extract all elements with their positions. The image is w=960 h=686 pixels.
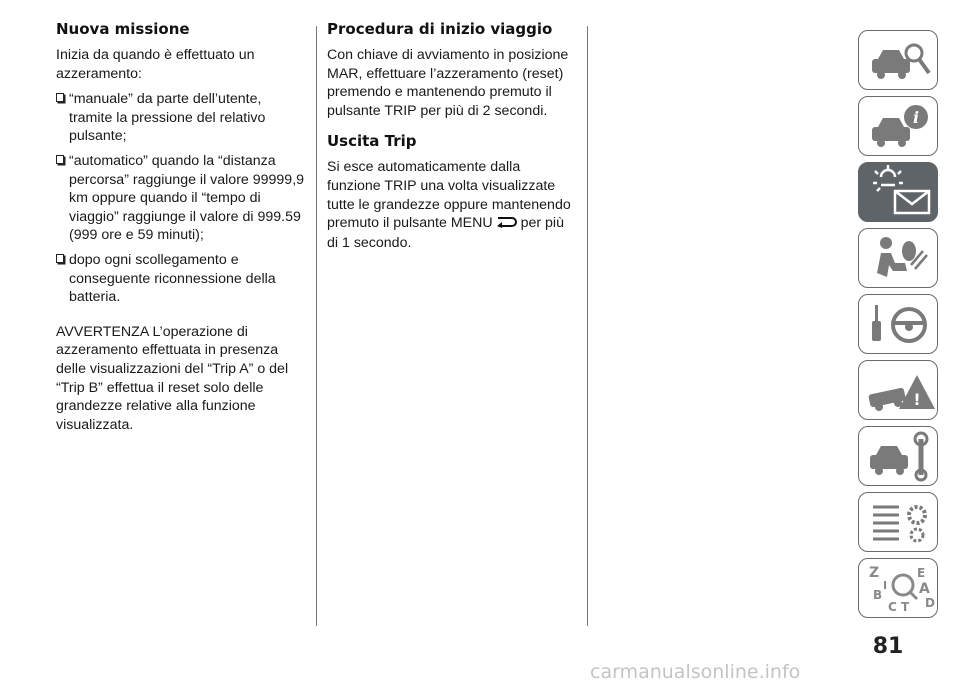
alphabet-index-icon — [859, 559, 939, 619]
tab-key-steering-wheel[interactable] — [858, 294, 938, 354]
list-item — [56, 90, 308, 146]
tab-car-warning-triangle[interactable] — [858, 360, 938, 420]
car-wrench-icon — [859, 427, 939, 487]
svg-text:B: B — [873, 588, 883, 602]
key-steering-wheel-icon — [859, 295, 939, 355]
tab-spec-list-gear[interactable] — [858, 492, 938, 552]
svg-text:i: i — [912, 108, 920, 127]
car-info-icon — [859, 97, 939, 157]
car-search-icon — [859, 31, 939, 91]
exit-trip-paragraph — [327, 158, 577, 252]
tab-car-wrench[interactable] — [858, 426, 938, 486]
watermark: carmanualsonline.info — [590, 661, 801, 683]
svg-text:Z: Z — [869, 565, 880, 581]
list-item — [56, 152, 308, 245]
spec-list-gear-icon — [859, 493, 939, 553]
list-item-text: “manuale” da parte dell’utente, tramite la pressione del relativo pulsante; — [69, 91, 266, 145]
warning-light-message-icon — [859, 163, 939, 223]
checkbox-bullet-icon — [56, 254, 64, 263]
checkbox-bullet-icon — [56, 155, 64, 164]
checkbox-bullet-icon — [56, 93, 64, 102]
exit-trip-text-end: per più di 1 secondo. — [327, 215, 564, 251]
reset-conditions-list — [56, 90, 308, 307]
svg-text:C: C — [888, 600, 897, 614]
svg-text:D: D — [925, 596, 935, 610]
warning-note: AVVERTENZA L’operazione di azzeramento effettuata in presenza delle visualizzazioni del “Trip A” o del “Trip B” effettua il reset solo delle grandezze relative alla funzione visualizzata. — [56, 323, 289, 433]
column-middle — [327, 22, 577, 259]
tab-alphabet-index[interactable] — [858, 558, 938, 618]
tab-airbag-seat[interactable] — [858, 228, 938, 288]
column-left — [56, 22, 308, 441]
section-heading-uscita-trip: Uscita Trip — [327, 132, 417, 151]
list-item — [56, 251, 308, 307]
svg-text:T: T — [901, 600, 910, 614]
procedure-paragraph: Con chiave di avviamento in posizione MAR, effettuare l’azzeramento (reset) premendo e mantenendo premuto il pulsante TRIP per più di 2 secondi. — [327, 47, 569, 119]
exit-trip-text-start: Si esce automaticamente dalla funzione TRIP una volta visualizzate tutte le grandezze oppure mantenendo premuto il pulsante MENU — [327, 159, 571, 232]
list-item-text: “automatico” quando la “distanza percorsa” raggiunge il valore 99999,9 km oppure quando il “tempo di viaggio” raggiunge il valore di 999.59 (999 ore e 59 minuti); — [69, 152, 305, 244]
tab-car-info[interactable] — [858, 96, 938, 156]
svg-text:I: I — [883, 579, 888, 592]
intro-paragraph: Inizia da quando è effettuato un azzeramento: — [56, 47, 255, 82]
tab-car-search[interactable] — [858, 30, 938, 90]
column-divider-right — [587, 26, 588, 626]
section-heading-procedura: Procedura di inizio viaggio — [327, 20, 553, 38]
column-divider-left — [316, 26, 317, 626]
tab-warning-light-message[interactable] — [858, 162, 938, 222]
page-number: 81 — [872, 634, 904, 659]
svg-text:E: E — [917, 566, 926, 580]
list-item-text: dopo ogni scollegamento e conseguente riconnessione della batteria. — [69, 251, 276, 306]
svg-text:!: ! — [913, 390, 921, 409]
menu-return-arrow-icon — [495, 215, 519, 234]
svg-text:A: A — [919, 581, 930, 597]
airbag-seat-icon — [859, 229, 939, 289]
car-warning-triangle-icon — [859, 361, 939, 421]
section-heading-nuova-missione: Nuova missione — [56, 20, 190, 38]
